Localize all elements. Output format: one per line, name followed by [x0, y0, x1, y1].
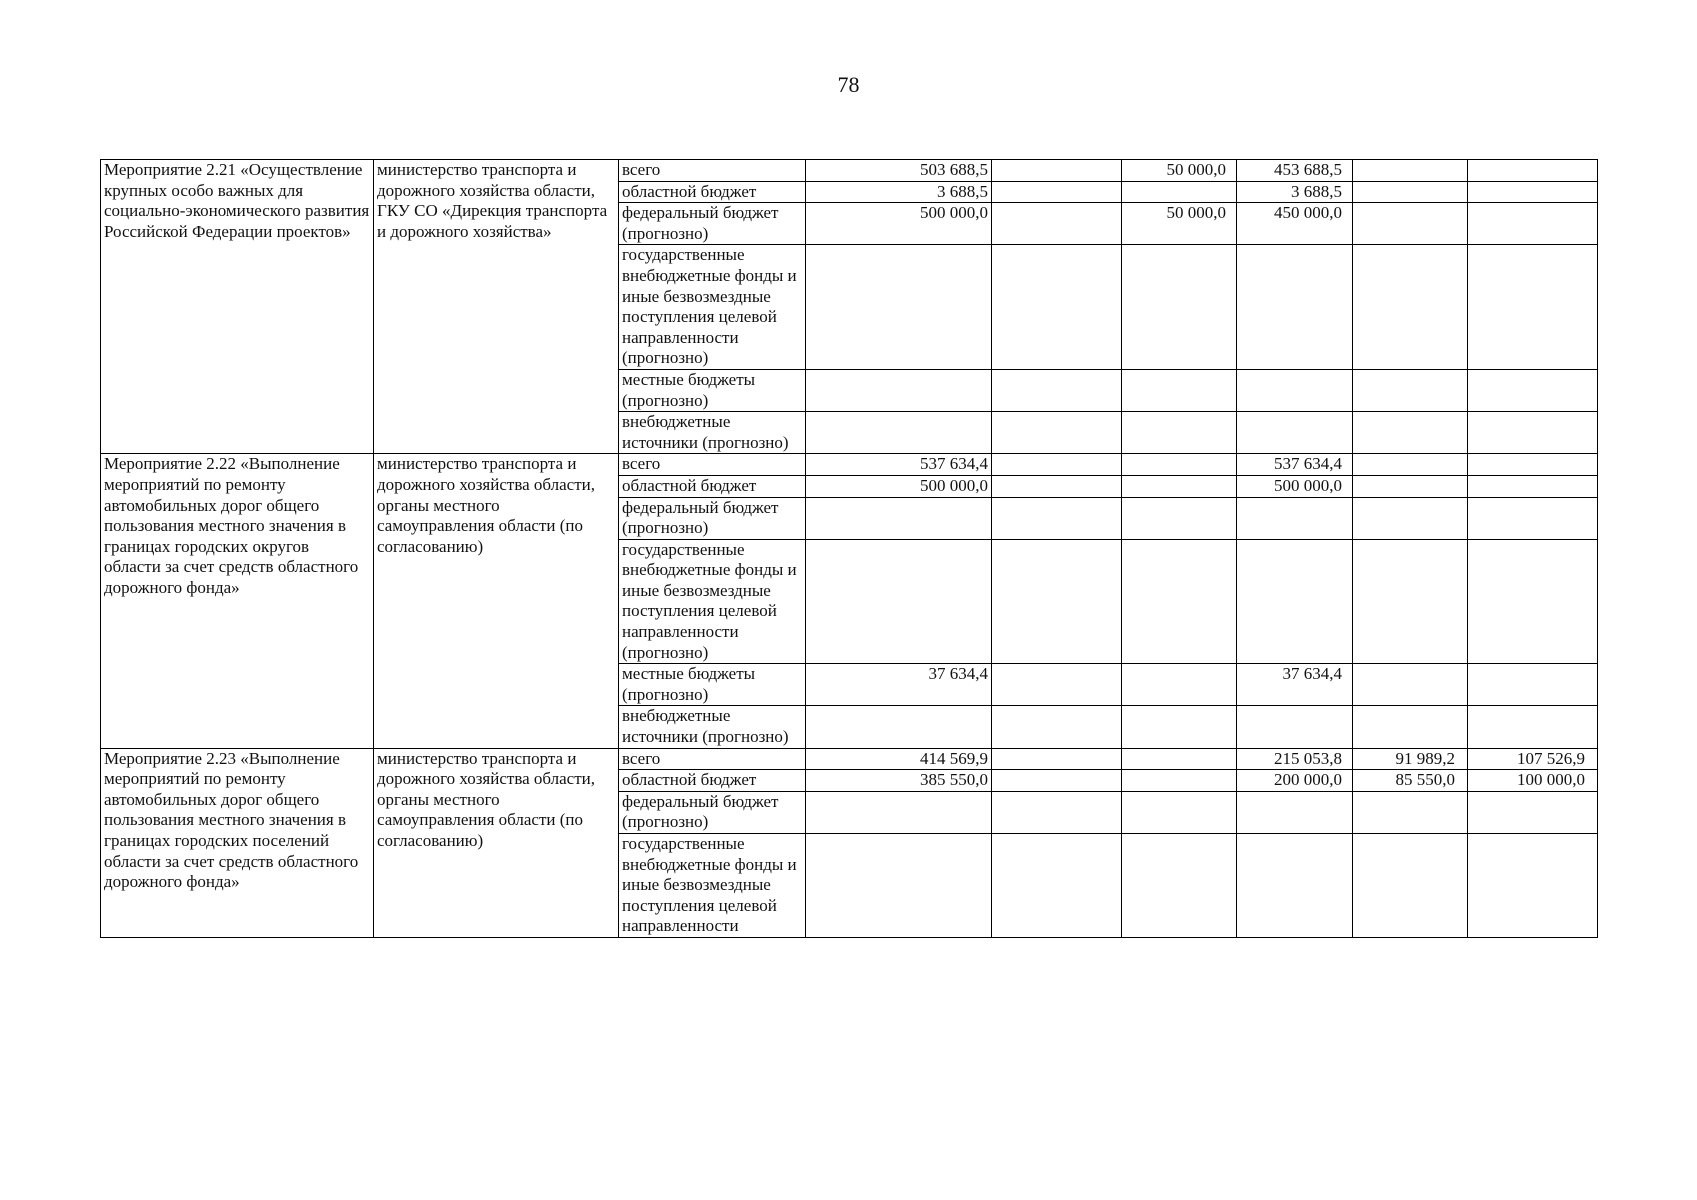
amount-cell: 537 634,4 — [1237, 454, 1353, 476]
funding-source: местные бюджеты (прогнозно) — [619, 369, 806, 411]
funding-source: государственные внебюджетные фонды и иные безвозмездные поступления целевой направленности (прогнозно) — [619, 539, 806, 664]
amount-cell — [1353, 834, 1468, 938]
amount-cell — [1237, 412, 1353, 454]
amount-cell — [1122, 664, 1237, 706]
table-row — [101, 454, 1598, 476]
amount-cell — [1468, 834, 1598, 938]
amount-cell — [1122, 770, 1237, 792]
amount-cell: 500 000,0 — [806, 475, 992, 497]
amount-cell — [1122, 245, 1237, 370]
page-number: 78 — [837, 72, 860, 97]
amount-cell — [1468, 245, 1598, 370]
amount-cell: 3 688,5 — [806, 181, 992, 203]
amount-cell: 500 000,0 — [1237, 475, 1353, 497]
amount-cell — [1468, 475, 1598, 497]
amount-cell — [806, 369, 992, 411]
amount-cell — [1122, 748, 1237, 770]
amount-cell — [992, 181, 1122, 203]
funding-source: всего — [619, 748, 806, 770]
amount-cell — [992, 412, 1122, 454]
funding-source: государственные внебюджетные фонды и иные безвозмездные поступления целевой направленности (прогнозно) — [619, 245, 806, 370]
funding-source: государственные внебюджетные фонды и иные безвозмездные поступления целевой направленности — [619, 834, 806, 938]
funding-source: областной бюджет — [619, 770, 806, 792]
amount-cell — [1468, 203, 1598, 245]
amount-cell — [1468, 369, 1598, 411]
amount-cell — [1353, 203, 1468, 245]
amount-cell — [1468, 160, 1598, 182]
amount-cell — [1353, 369, 1468, 411]
measure-title: Мероприятие 2.23 «Выполнение мероприятий по ремонту автомобильных дорог общего пользования местного значения в границах городских поселений области за счет средств областного дорожного фонда» — [101, 748, 374, 937]
amount-cell — [1468, 664, 1598, 706]
amount-cell — [1468, 454, 1598, 476]
funding-source: федеральный бюджет (прогнозно) — [619, 203, 806, 245]
amount-cell — [1468, 539, 1598, 664]
amount-cell — [1237, 245, 1353, 370]
amount-cell — [1122, 497, 1237, 539]
amount-cell — [992, 770, 1122, 792]
funding-source: всего — [619, 454, 806, 476]
amount-cell — [992, 834, 1122, 938]
amount-cell: 200 000,0 — [1237, 770, 1353, 792]
amount-cell: 414 569,9 — [806, 748, 992, 770]
amount-cell — [806, 791, 992, 833]
amount-cell: 85 550,0 — [1353, 770, 1468, 792]
amount-cell — [806, 412, 992, 454]
amount-cell: 3 688,5 — [1237, 181, 1353, 203]
amount-cell — [1122, 834, 1237, 938]
amount-cell — [1468, 791, 1598, 833]
amount-cell — [992, 664, 1122, 706]
amount-cell — [992, 539, 1122, 664]
amount-cell — [992, 245, 1122, 370]
amount-cell — [1237, 706, 1353, 748]
amount-cell — [1122, 369, 1237, 411]
amount-cell — [1468, 181, 1598, 203]
amount-cell — [1353, 706, 1468, 748]
funding-source: всего — [619, 160, 806, 182]
amount-cell — [992, 454, 1122, 476]
amount-cell — [1353, 664, 1468, 706]
amount-cell — [992, 706, 1122, 748]
funding-source: федеральный бюджет (прогнозно) — [619, 497, 806, 539]
funding-source: внебюджетные источники (прогнозно) — [619, 412, 806, 454]
amount-cell: 537 634,4 — [806, 454, 992, 476]
amount-cell: 453 688,5 — [1237, 160, 1353, 182]
amount-cell — [1122, 791, 1237, 833]
amount-cell — [1237, 497, 1353, 539]
funding-source: местные бюджеты (прогнозно) — [619, 664, 806, 706]
amount-cell — [1353, 160, 1468, 182]
amount-cell — [1353, 412, 1468, 454]
amount-cell — [992, 160, 1122, 182]
amount-cell — [992, 203, 1122, 245]
measure-title: Мероприятие 2.21 «Осуществление крупных особо важных для социально-экономического развития Российской Федерации проектов» — [101, 160, 374, 454]
table-row — [101, 160, 1598, 182]
amount-cell: 385 550,0 — [806, 770, 992, 792]
amount-cell — [1237, 369, 1353, 411]
amount-cell — [1122, 539, 1237, 664]
measure-executor: министерство транспорта и дорожного хозяйства области, ГКУ СО «Дирекция транспорта и дорожного хозяйства» — [374, 160, 619, 454]
amount-cell — [1237, 834, 1353, 938]
amount-cell — [1353, 497, 1468, 539]
amount-cell — [992, 748, 1122, 770]
amount-cell — [1353, 245, 1468, 370]
funding-source: федеральный бюджет (прогнозно) — [619, 791, 806, 833]
amount-cell: 503 688,5 — [806, 160, 992, 182]
amount-cell — [1468, 412, 1598, 454]
amount-cell — [1237, 539, 1353, 664]
amount-cell — [806, 245, 992, 370]
amount-cell: 37 634,4 — [1237, 664, 1353, 706]
amount-cell — [806, 706, 992, 748]
measure-executor: министерство транспорта и дорожного хозяйства области, органы местного самоуправления области (по согласованию) — [374, 454, 619, 748]
amount-cell — [1353, 539, 1468, 664]
amount-cell — [1353, 791, 1468, 833]
amount-cell — [992, 791, 1122, 833]
amount-cell — [806, 539, 992, 664]
amount-cell — [1353, 181, 1468, 203]
amount-cell: 50 000,0 — [1122, 160, 1237, 182]
amount-cell: 91 989,2 — [1353, 748, 1468, 770]
amount-cell: 37 634,4 — [806, 664, 992, 706]
amount-cell — [992, 475, 1122, 497]
amount-cell: 215 053,8 — [1237, 748, 1353, 770]
amount-cell — [806, 834, 992, 938]
funding-source: внебюджетные источники (прогнозно) — [619, 706, 806, 748]
amount-cell — [1122, 475, 1237, 497]
table-row — [101, 748, 1598, 770]
amount-cell — [992, 369, 1122, 411]
amount-cell: 100 000,0 — [1468, 770, 1598, 792]
amount-cell — [1122, 454, 1237, 476]
amount-cell — [1353, 454, 1468, 476]
amount-cell: 450 000,0 — [1237, 203, 1353, 245]
amount-cell — [1353, 475, 1468, 497]
funding-source: областной бюджет — [619, 181, 806, 203]
amount-cell — [1468, 497, 1598, 539]
amount-cell — [1468, 706, 1598, 748]
amount-cell — [1122, 412, 1237, 454]
amount-cell — [1237, 791, 1353, 833]
amount-cell — [806, 497, 992, 539]
amount-cell — [1122, 706, 1237, 748]
measure-title: Мероприятие 2.22 «Выполнение мероприятий по ремонту автомобильных дорог общего пользования местного значения в границах городских округов области за счет средств областного дорожного фонда» — [101, 454, 374, 748]
amount-cell: 107 526,9 — [1468, 748, 1598, 770]
budget-table — [100, 159, 1598, 938]
measure-executor: министерство транспорта и дорожного хозяйства области, органы местного самоуправления области (по согласованию) — [374, 748, 619, 937]
amount-cell: 50 000,0 — [1122, 203, 1237, 245]
amount-cell — [1122, 181, 1237, 203]
amount-cell: 500 000,0 — [806, 203, 992, 245]
funding-source: областной бюджет — [619, 475, 806, 497]
amount-cell — [992, 497, 1122, 539]
